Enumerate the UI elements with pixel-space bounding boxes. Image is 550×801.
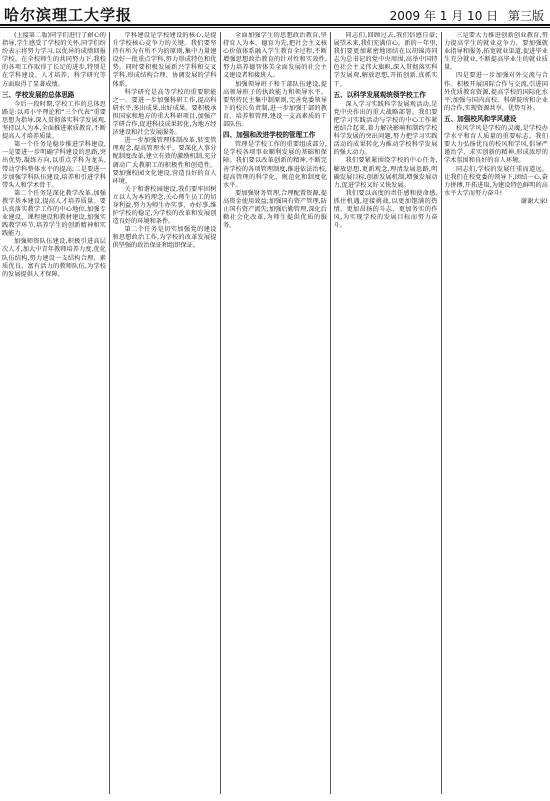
paragraph: 谢谢大家!	[520, 197, 548, 205]
text-column	[113, 32, 217, 794]
paragraph: 四是要进一步加强对外交流与合作。积极开展国际合作与交流,引进国外优质教育资源,提高学校的国际化水平;加强与国内高校、科研院所和企业的合作,实现资源共享、优势互补。	[444, 72, 548, 112]
paper-name: 哈尔滨理工大学报	[4, 6, 133, 24]
text-column	[223, 32, 327, 794]
paragraph: 要加强财务管理,合理配置资源,提高资金使用效益;加强国有资产管理,防止国有资产流失;加强后勤管理,深化后勤社会化改革,为师生提供优质的服务。	[223, 189, 327, 230]
page-number: 第三版	[507, 9, 544, 23]
column-divider	[109, 32, 110, 794]
column-divider	[220, 32, 221, 794]
paragraph: 加强领导班子和干部队伍建设,提高领导班子的执政能力和领导水平。要坚持民主集中制原则,完善党委领导下的校长负责制,进一步加强干部的教育、培养和管理,建设一支高素质的干部队伍。	[223, 80, 327, 129]
paragraph: 第二个任务是深化教学改革,加强教学基本建设,提高人才培养质量。要认真落实教学工作的中心地位,加强专业建设、课程建设和教材建设,加强实践教学环节,培养学生的创新精神和实践能力。	[2, 189, 106, 238]
paragraph: 科学研究是高等学校的重要职能之一。要进一步加强科研工作,提高科研水平,多出成果,出好成果。要积极承担国家和地方的重大科研项目,加强产学研合作,促进科技成果转化,为地方经济建设和社会发展服务。	[112, 88, 217, 137]
paragraph: 学科建设是学校建设的核心,是提升学校核心竞争力的关键。我们要坚持有所为有所不为的原则,集中力量建设好一批重点学科,努力形成特色和优势。同时要积极发展新兴学科和交叉学科,形成结构合理、协调发展的学科体系。	[112, 32, 217, 88]
section-heading: 五、加强校风和学风建设	[444, 114, 517, 123]
masthead	[0, 0, 550, 26]
text-column	[334, 32, 438, 794]
section-heading: 三、学校发展的总体思路	[2, 90, 75, 99]
text-column	[444, 32, 548, 794]
issue-info	[384, 7, 544, 24]
paragraph: 我们要以高度的责任感和使命感,抓住机遇,迎接挑战,以更加饱满的热情、更加昂扬的斗志、更加务实的作风,为实现学校的发展目标而努力奋斗。	[333, 189, 438, 230]
masthead-rule-thin	[0, 27, 550, 28]
paragraph: 深入学习实践科学发展观活动,是党中央作出的重大战略部署。我们要把学习实践活动与学校的中心工作紧密结合起来,着力解决影响和制约学校科学发展的突出问题,努力把学习实践活动的成果转化为推动学校科学发展的强大动力。	[333, 100, 438, 157]
paragraph: 管理是学校工作的重要组成部分,是学校各项事业顺利发展的基础和保障。我们要以改革创新的精神,不断完善学校的各项管理制度,推进依法治校,提高管理的科学化、规范化和制度化水平。	[223, 141, 327, 189]
section-heading: 五、以科学发展观统领学校工作	[333, 90, 426, 99]
issue-date: 2009 年 1 月 10 日	[389, 9, 499, 23]
article-columns	[2, 32, 548, 794]
paragraph: (上接第二版)同学们进行了耐心的指导,学生感受了学校的关怀,同学们纷纷表示将努力学习,以优异的成绩回报学校。在全校师生的共同努力下,我校的各项工作取得了长足的进步,特别是在学科建设、人才培养、科学研究等方面取得了显著成绩。	[2, 32, 106, 88]
section-heading: 四、加强和改进学校的管理工作	[223, 131, 316, 140]
column-divider	[441, 32, 442, 794]
paragraph: 同志们,学校的发展任重而道远。让我们在校党委的领导下,团结一心,奋力拼搏,开拓进取,为建设特色鲜明的高水平大学而努力奋斗!	[444, 165, 548, 197]
paragraph: 加强师资队伍建设,积极引进高层次人才,加大中青年教师培养力度,优化队伍结构,努力建设一支结构合理、素质优良、富有活力的教师队伍,为学校的发展提供人才保障。	[2, 238, 106, 278]
paragraph: 第二个任务是切实加强党的建设和思想政治工作,为学校的改革发展提供坚强的政治保证和组织保证。	[112, 226, 217, 250]
paragraph: 进一步加强管理体制改革,转变管理观念,提高管理水平。要深化人事分配制度改革,建立有效的激励机制,充分调动广大教职工的积极性和创造性。要加强校园文化建设,营造良好的育人环境。	[112, 137, 217, 185]
paragraph: 校风学风是学校的灵魂,是学校办学水平和育人质量的重要标志。我们要大力弘扬优良的校风和学风,倡导严谨治学、求实创新的精神,形成浓厚的学术氛围和良好的育人环境。	[444, 125, 548, 165]
text-column	[2, 32, 106, 794]
paragraph: 关于和谐校园建设,我们要牢固树立以人为本的理念,关心师生员工的切身利益,努力为师生办实事、办好事,维护学校的稳定,为学校的改革和发展创造良好的环境和条件。	[112, 185, 217, 226]
paragraph: 今后一段时期,学校工作的总体思路是:以邓小平理论和“三个代表”重要思想为指导,深入贯彻落实科学发展观,坚持以人为本,全面推进素质教育,不断提高人才培养质量。	[2, 100, 106, 141]
paragraph: 全面加强学生的思想政治教育,坚持育人为本、德育为先,把社会主义核心价值体系融入学生教育全过程,不断增强思想政治教育的针对性和实效性,努力培养德智体美全面发展的社会主义建设者和接班人。	[223, 32, 327, 80]
paragraph: 我们要紧紧围绕学校的中心任务,解放思想,更新观念,理清发展思路,明确发展目标,创新发展机制,增强发展动力,促进学校又好又快发展。	[333, 157, 438, 189]
masthead-rule	[0, 24, 550, 26]
column-divider	[330, 32, 331, 794]
paragraph: 第一个任务是稳步推进学科建设,一是要进一步明确学科建设的思路,突出优势,凝练方向,以重点学科为龙头,带动学科整体水平的提高;二是要进一步加强学科队伍建设,培养和引进学科带头人和学术骨干。	[2, 141, 106, 189]
paragraph: 三是要大力推进创新创业教育,努力提高学生的就业竞争力。要加强就业指导和服务,拓宽就业渠道,促进毕业生充分就业,不断提高毕业生的就业质量。	[444, 32, 548, 72]
paragraph: 同志们,回顾过去,我们倍感自豪;展望未来,我们充满信心。新的一年里,我们要更加紧密地团结在以胡锦涛同志为总书记的党中央周围,高举中国特色社会主义伟大旗帜,深入贯彻落实科学发展观,解放思想,开拓创新,真抓实干。	[333, 32, 438, 88]
